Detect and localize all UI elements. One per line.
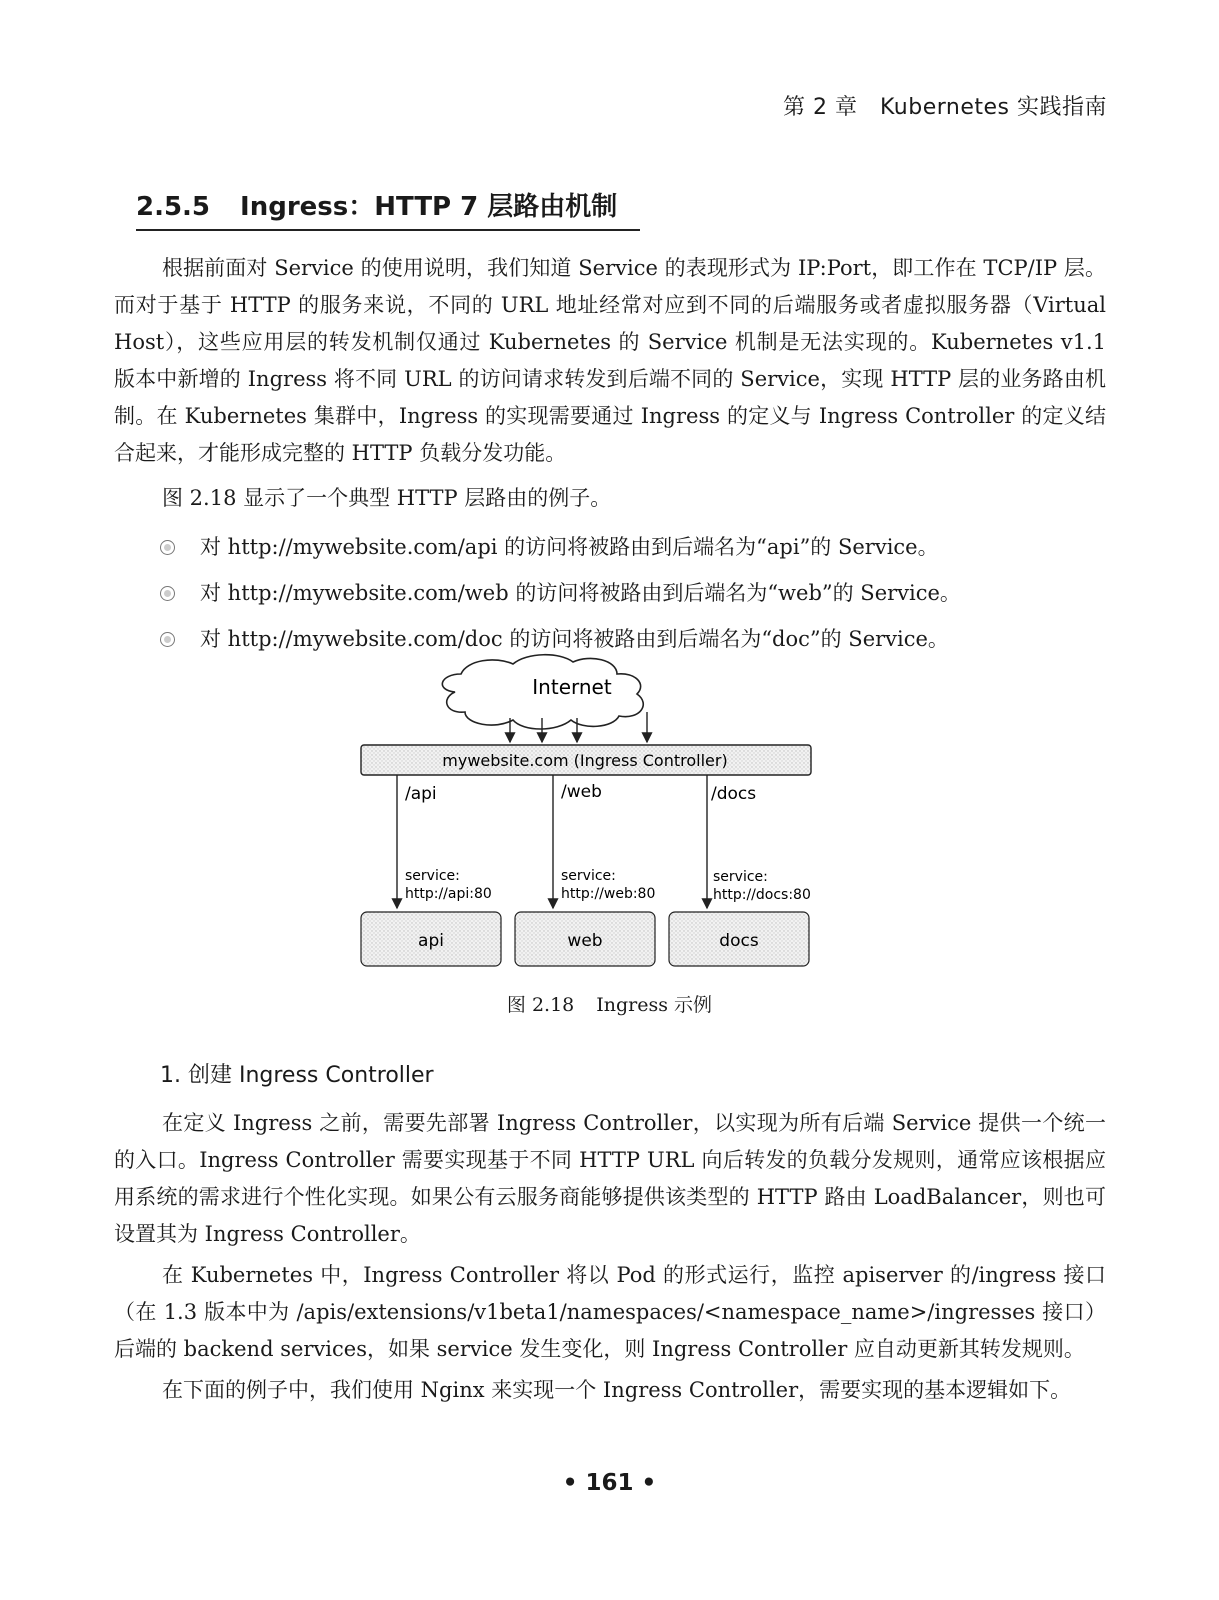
figure-caption-text: Ingress 示例 [596,994,713,1016]
service-label-docs: service: [713,869,768,885]
running-head: 第 2 章 Kubernetes 实践指南 [782,95,1107,120]
section-number: 2.5.5 [136,192,211,222]
service-url-web: http://web:80 [561,886,656,902]
route-path-web: /web [561,782,602,802]
controller-label: mywebsite.com (Ingress Controller) [442,751,728,770]
paragraph-controller-pod: 在 Kubernetes 中，Ingress Controller 将以 Pod 的形式运行，监控 apiserver 的/ingress 接口（在 1.3 版本中为 /apis/extensions/v1beta1/namespaces/<namespace_name>/ingresses 接口）后端的 backend services，如果 service 发生变化，则 Ingress Controller 应自动更新其转发规则。 [114,1263,1106,1361]
page-number: • 161 • [562,1470,657,1496]
backend-label-docs: docs [719,931,759,951]
route-path-api: /api [405,784,437,804]
paragraph-figure-ref: 图 2.18 显示了一个典型 HTTP 层路由的例子。 [162,486,612,510]
figure-caption [0,990,1219,1017]
paragraph-intro: 根据前面对 Service 的使用说明，我们知道 Service 的表现形式为 IP:Port，即工作在 TCP/IP 层。而对于基于 HTTP 的服务来说，不同的 URL 地址经常对应到不同的后端服务或者虚拟服务器（Virtual Host），这些应用层的转发机制仅通过 Kubernetes 的 Service 机制是无法实现的。Kubernetes v1.1 版本中新增的 Ingress 将不同 URL 的访问请求转发到后端不同的 Service，实现 HTTP 层的业务路由机制。在 Kubernetes 集群中，Ingress 的实现需要通过 Ingress 的定义与 Ingress Controller 的定义结合起来，才能形成完整的 HTTP 负载分发功能。 [114,256,1106,465]
bullet-circle-icon [160,540,175,555]
ingress-diagram [355,650,835,990]
bullet-circle-icon [160,586,175,601]
routing-examples-list [160,524,961,662]
service-url-api: http://api:80 [405,886,492,902]
paragraph-nginx-example: 在下面的例子中，我们使用 Nginx 来实现一个 Ingress Controller，需要实现的基本逻辑如下。 [162,1378,1072,1402]
section-title-text: Ingress：HTTP 7 层路由机制 [240,192,618,222]
service-label-api: service: [405,868,460,884]
bullet-circle-icon [160,632,175,647]
service-url-docs: http://docs:80 [713,887,811,903]
list-item: 对 http://mywebsite.com/doc 的访问将被路由到后端名为“doc”的 Service。 [160,616,961,662]
cloud-label: Internet [532,675,612,699]
service-label-web: service: [561,868,616,884]
ingress-diagram-svg [355,650,835,990]
subsection-title: 1. 创建 Ingress Controller [160,1063,434,1088]
section-title [136,186,640,231]
route-path-docs: /docs [711,784,757,804]
backend-label-web: web [567,931,603,951]
list-item: 对 http://mywebsite.com/web 的访问将被路由到后端名为“web”的 Service。 [160,570,961,616]
list-item: 对 http://mywebsite.com/api 的访问将被路由到后端名为“api”的 Service。 [160,524,961,570]
backend-label-api: api [418,931,444,951]
figure-number: 图 2.18 [506,994,575,1016]
paragraph-controller-intro: 在定义 Ingress 之前，需要先部署 Ingress Controller，以实现为所有后端 Service 提供一个统一的入口。Ingress Controller 需要实现基于不同 HTTP URL 向后转发的负载分发规则，通常应该根据应用系统的需求进行个性化实现。如果公有云服务商能够提供该类型的 HTTP 路由 LoadBalancer，则也可设置其为 Ingress Controller。 [114,1111,1106,1246]
